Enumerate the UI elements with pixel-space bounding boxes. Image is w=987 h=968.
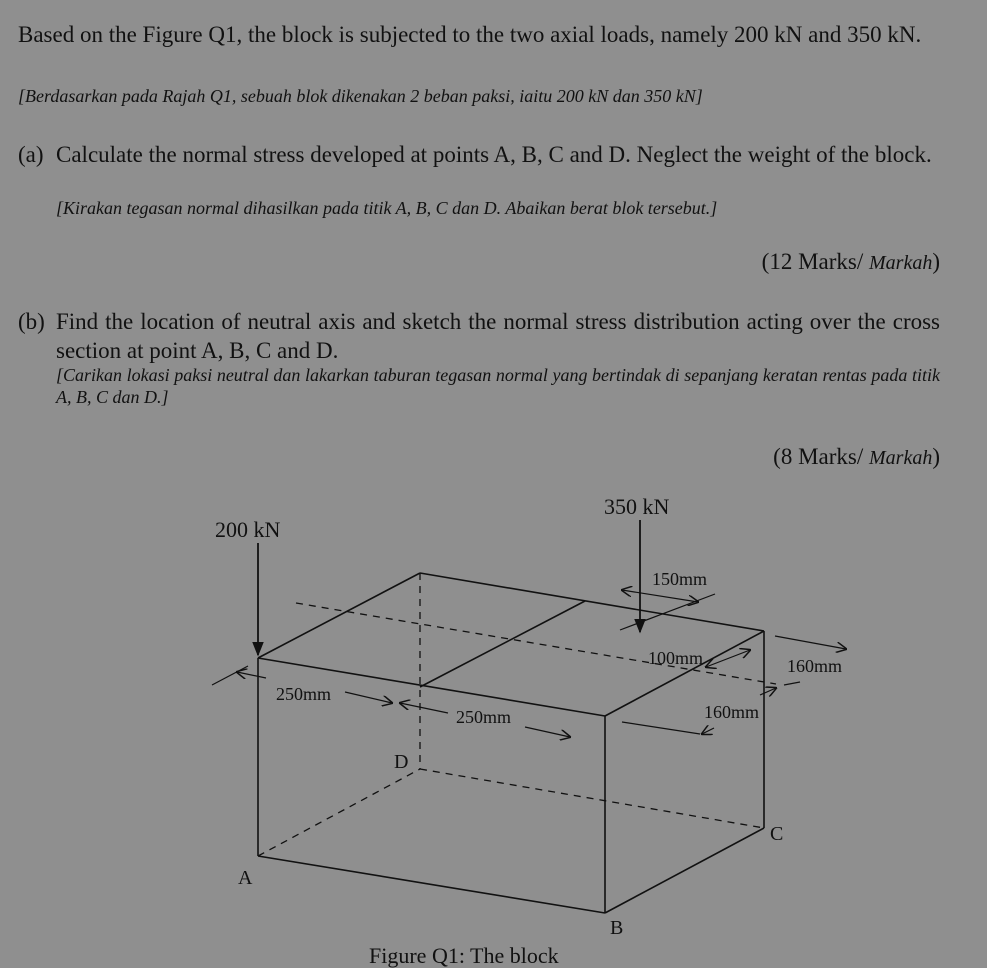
- dim-250-left-extension: [212, 666, 248, 685]
- question-a-label: (a): [18, 142, 44, 167]
- top-back-edge: [420, 573, 764, 631]
- bottom-front-edge: [258, 856, 605, 913]
- bottom-right-edge: [605, 828, 764, 913]
- dim-250-right-label: 250mm: [456, 707, 512, 727]
- dim-250-right-arrow-start: [400, 703, 448, 713]
- question-b-marks-prefix: (8 Marks/: [773, 444, 869, 469]
- point-c-label: C: [770, 823, 784, 845]
- intro-text: Based on the Figure Q1, the block is subjected to the two axial loads, namely 200 kN and 350 kN.: [18, 22, 922, 47]
- dim-100-label: 100mm: [648, 648, 704, 668]
- question-b-label: (b): [18, 309, 45, 334]
- point-d-label: D: [394, 751, 409, 773]
- dim-250-left-line: [237, 672, 266, 678]
- question-a-text: Calculate the normal stress developed at points A, B, C and D. Neglect the weight of the block.: [56, 142, 932, 167]
- dim-160-right-arrow: [760, 688, 776, 695]
- dim-150-line: [622, 590, 698, 602]
- question-b-marks: [773, 442, 940, 473]
- question-a-translation: [Kirakan tegasan normal dihasilkan pada titik A, B, C dan D. Abaikan berat blok tersebut.]: [56, 198, 718, 218]
- hidden-bottom-left: [258, 769, 420, 856]
- dim-160-right-line: [775, 636, 846, 649]
- load-350-label: 350 kN: [604, 494, 670, 519]
- figure-q1-block: [0, 480, 987, 968]
- block-solid-edges: [258, 573, 764, 913]
- question-b-marks-italic: Markah: [869, 447, 933, 469]
- hidden-bottom-back: [420, 769, 764, 828]
- question-a-marks-suffix: ): [932, 249, 940, 274]
- dim-160-right-tick: [784, 682, 800, 685]
- dim-250-left-label: 250mm: [276, 684, 332, 704]
- top-left-edge: [258, 573, 420, 658]
- top-center-line: [420, 601, 585, 687]
- intro-translation: [Berdasarkan pada Rajah Q1, sebuah blok dikenakan 2 beban paksi, iaitu 200 kN dan 350 kN]: [18, 86, 703, 106]
- question-b-marks-suffix: ): [932, 444, 940, 469]
- block-hidden-edges: [258, 573, 776, 856]
- question-a-marks-prefix: (12 Marks/: [761, 249, 869, 274]
- figure-caption: Figure Q1: The block: [369, 943, 559, 968]
- hidden-top-midline: [296, 603, 776, 684]
- dim-160-lower-label: 160mm: [704, 702, 760, 722]
- dim-150-tick: [620, 594, 715, 630]
- dim-250-right-arrow: [525, 727, 570, 737]
- dim-150-label: 150mm: [652, 569, 708, 589]
- dim-160-right-label: 160mm: [787, 656, 843, 676]
- dim-250-left-arrow: [345, 692, 392, 703]
- question-a-marks-italic: Markah: [869, 252, 933, 274]
- point-a-label: A: [238, 867, 253, 889]
- question-b-translation: [Carikan lokasi paksi neutral dan lakarkan taburan tegasan normal yang bertindak di sepanjang keratan rentas pada titik A, B, C dan D.]: [56, 365, 940, 407]
- load-200-label: 200 kN: [215, 517, 281, 542]
- point-b-label: B: [610, 917, 624, 939]
- load-arrows: [258, 520, 640, 655]
- question-b-text: Find the location of neutral axis and sketch the normal stress distribution acting over the cross section at point A, B, C and D.: [56, 309, 940, 363]
- question-a-marks: [762, 247, 940, 278]
- dim-160-lower-line: [622, 722, 700, 734]
- dim-160-lower-arrow: [702, 728, 714, 734]
